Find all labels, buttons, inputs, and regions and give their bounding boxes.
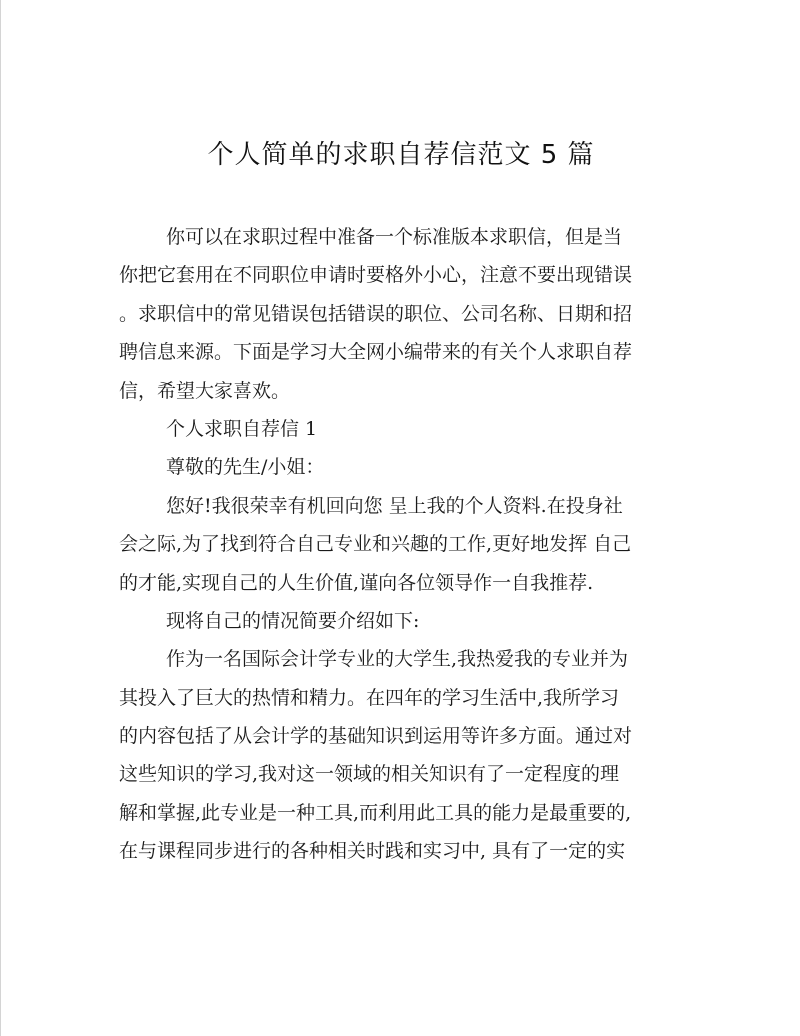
paragraph-line: 的内容包括了从会计学的基础知识到运用等许多方面。通过对 — [119, 725, 633, 748]
document-title: 个人简单的求职自荐信范文 5 篇 — [207, 140, 595, 170]
paragraph-line: 尊敬的先生/小姐： — [166, 456, 325, 479]
paragraph-line: 您好!我很荣幸有机回向您 呈上我的个人资料.在投身社 — [166, 494, 623, 517]
paragraph-line: 你把它套用在不同职位申请时要格外小心，注意不要出现错误 — [119, 264, 633, 287]
paragraph-line: 个人求职自荐信 1 — [166, 417, 318, 440]
paragraph-line: 现将自己的情况简要介绍如下: — [166, 609, 420, 632]
paragraph-line: 作为一名国际会计学专业的大学生,我热爱我的专业并为 — [166, 648, 629, 671]
paragraph-line: 这些知识的学习,我对这一领域的相关知识有了一定程度的理 — [119, 763, 620, 786]
paragraph-line: 聘信息来源。下面是学习大全网小编带来的有关个人求职自荐 — [119, 341, 633, 364]
paragraph-line: 的才能,实现自己的人生价值,谨向各位领导作一自我推荐. — [119, 571, 594, 594]
paragraph-line: 在与课程同步进行的各种相关时践和实习中, 具有了一定的实 — [119, 840, 626, 863]
paragraph-line: 其投入了巨大的热情和精力。在四年的学习生活中,我所学习 — [119, 686, 620, 709]
paragraph-line: 解和掌握,此专业是一种工具,而利用此工具的能力是最重要的, — [119, 801, 632, 824]
paragraph-line: 会之际,为了找到符合自己专业和兴趣的工作,更好地发挥 自己 — [119, 533, 632, 556]
document-body — [119, 218, 685, 871]
paragraph-line: 你可以在求职过程中准备一个标准版本求职信，但是当 — [166, 226, 623, 248]
paragraph-line: 信，希望大家喜欢。 — [119, 379, 291, 402]
paragraph-line: 。求职信中的常见错误包括错误的职位、公司名称、日期和招 — [119, 302, 633, 325]
